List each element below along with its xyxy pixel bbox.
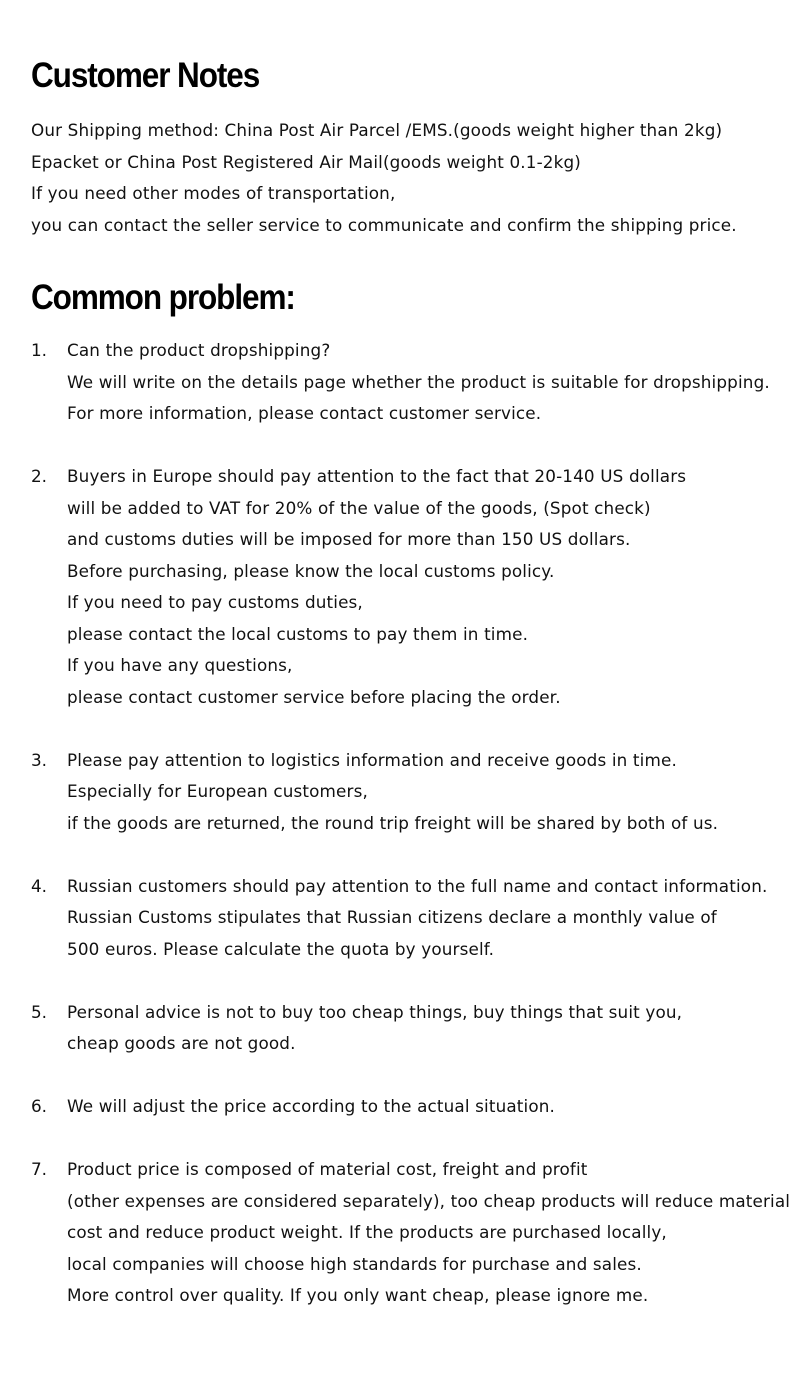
note-line: Our Shipping method: China Post Air Parcel /EMS.(goods weight higher than 2kg) [31,120,723,140]
problem-text [67,1154,800,1312]
note-line: you can contact the seller service to communicate and confirm the shipping price. [31,214,737,235]
problem-number: 5. [31,1001,48,1022]
problem-line: Personal advice is not to buy too cheap things, buy things that suit you, [67,1001,683,1022]
problem-number: 3. [31,749,48,770]
problem-number: 7. [31,1159,48,1179]
problem-text [67,461,800,713]
problem-item-6 [31,1091,800,1123]
problem-line: Before purchasing, please know the local customs policy. [67,560,555,581]
problem-line: Can the product dropshipping? [67,340,331,360]
problem-line: We will adjust the price according to the actual situation. [67,1096,556,1116]
problem-line: We will write on the details page whether the product is suitable for dropshipping. [67,371,770,392]
problem-line: please contact the local customs to pay them in time. [67,623,529,644]
problem-line: More control over quality. If you only want cheap, please ignore me. [67,1285,649,1305]
problem-item-1 [31,335,800,430]
problem-line: please contact customer service before placing the order. [67,686,561,707]
problem-line: Product price is composed of material cost, freight and profit [67,1159,588,1179]
problem-text [67,745,800,840]
problem-text [67,997,800,1060]
problem-line: 500 euros. Please calculate the quota by yourself. [67,938,495,959]
customer-notes-heading: Customer Notes [31,56,260,95]
problem-line: cost and reduce product weight. If the products are purchased locally, [67,1222,667,1242]
problem-item-3 [31,745,800,840]
problem-number: 2. [31,466,48,486]
note-line: If you need other modes of transportation, [31,183,396,203]
problem-line: if the goods are returned, the round trip freight will be shared by both of us. [67,812,719,833]
problem-number: 1. [31,340,48,360]
problem-item-5 [31,997,800,1060]
problem-item-4 [31,871,800,966]
problem-line: If you need to pay customs duties, [67,592,363,612]
problem-number: 6. [31,1096,48,1116]
problem-line: If you have any questions, [67,655,293,675]
problem-text [67,335,800,430]
problem-item-7 [31,1154,800,1312]
problem-line: and customs duties will be imposed for more than 150 US dollars. [67,529,631,549]
problem-line: (other expenses are considered separately), too cheap products will reduce material [67,1190,791,1211]
problem-number: 4. [31,875,48,896]
common-problem-heading: Common problem: [31,278,295,317]
common-problem-list [31,335,800,1343]
problem-line: Russian Customs stipulates that Russian citizens declare a monthly value of [67,907,717,927]
problem-line: For more information, please contact customer service. [67,403,542,423]
customer-notes-list [31,115,737,241]
problem-line: Please pay attention to logistics information and receive goods in time. [67,749,677,770]
problem-text [67,871,800,966]
problem-line: Especially for European customers, [67,781,368,801]
problem-line: will be added to VAT for 20% of the value of the goods, (Spot check) [67,497,651,518]
problem-line: Russian customers should pay attention to the full name and contact information. [67,875,768,896]
problem-line: cheap goods are not good. [67,1033,296,1053]
problem-line: Buyers in Europe should pay attention to the fact that 20-140 US dollars [67,466,687,486]
problem-item-2 [31,461,800,713]
problem-line: local companies will choose high standards for purchase and sales. [67,1253,642,1274]
problem-text [67,1091,800,1123]
note-line: Epacket or China Post Registered Air Mail(goods weight 0.1-2kg) [31,151,581,172]
